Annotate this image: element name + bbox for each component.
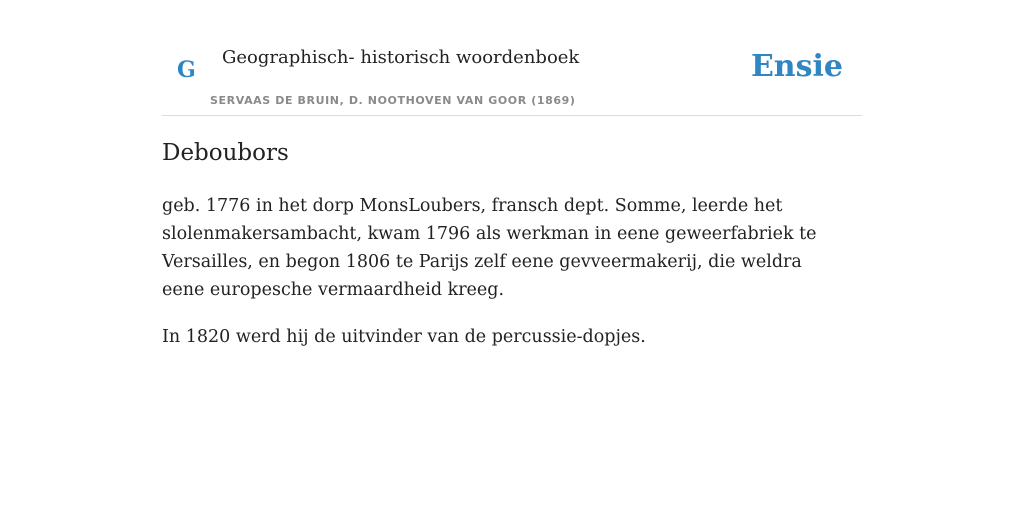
- entry-title: Deboubors: [162, 140, 289, 166]
- book-letter-icon[interactable]: G: [177, 57, 196, 83]
- book-title-link[interactable]: Geographisch- historisch woordenboek: [222, 47, 580, 68]
- ensie-logo[interactable]: Ensie: [750, 49, 843, 84]
- book-authors: SERVAAS DE BRUIN, D. NOOTHOVEN VAN GOOR (1869): [210, 94, 576, 107]
- entry-paragraph: In 1820 werd hij de uitvinder van de percussie-dopjes.: [162, 327, 646, 347]
- entry-paragraph: geb. 1776 in het dorp MonsLoubers, fransch dept. Somme, leerde het slolenmakersambacht, kwam 1796 als werkman in eene geweerfabriek te Versailles, en begon 1806 te Parijs zelf eene gevveermakerij, die weldra eene europesche vermaardheid kreeg.: [162, 196, 817, 300]
- entry-content: [162, 192, 842, 370]
- page-header: [162, 40, 862, 116]
